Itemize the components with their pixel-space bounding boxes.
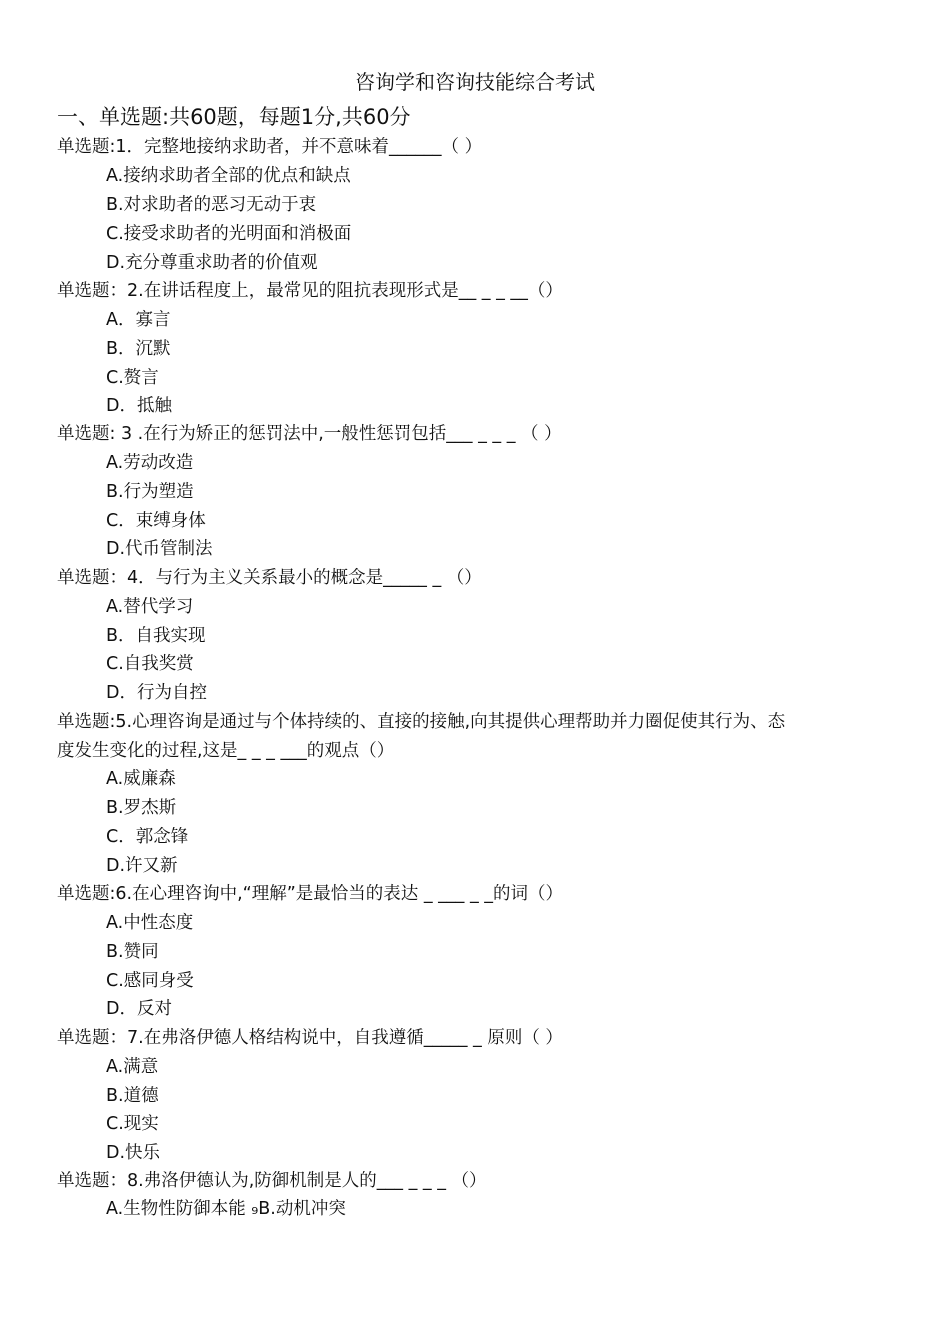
question-4-option-d: D．行为自控: [106, 683, 207, 703]
question-4-option-b: B．自我实现: [106, 626, 206, 646]
question-8-stem: 单选题：8.弗洛伊德认为,防御机制是人的___ _ _ _ （）: [57, 1171, 487, 1191]
section-heading: 一、单选题:共60题，每题1分,共60分: [57, 105, 411, 129]
question-6-option-b: B.赞同: [106, 942, 159, 962]
question-7-option-b: B.道德: [106, 1086, 159, 1106]
question-5-option-c: C．郭念锋: [106, 827, 189, 847]
question-6-option-c: C.感同身受: [106, 971, 194, 991]
question-5-option-a: A.威廉森: [106, 769, 176, 789]
question-7-option-c: C.现实: [106, 1114, 159, 1134]
question-7-option-d: D.快乐: [106, 1143, 161, 1163]
question-1-option-b: B.对求助者的恶习无动于衷: [106, 195, 317, 215]
question-6-option-a: A.中性态度: [106, 913, 194, 933]
question-7-stem: 单选题：7.在弗洛伊德人格结构说中，自我遵循_____ _ 原则（ ）: [57, 1028, 563, 1048]
question-5-option-b: B.罗杰斯: [106, 798, 177, 818]
question-5-option-d: D.许又新: [106, 856, 178, 876]
question-2-option-a: A．寡言: [106, 310, 171, 330]
question-4-option-c: C.自我奖赏: [106, 654, 194, 674]
question-1-option-d: D.充分尊重求助者的价值观: [106, 253, 318, 273]
question-1-option-a: A.接纳求助者全部的优点和缺点: [106, 166, 351, 186]
question-7-option-a: A.满意: [106, 1057, 159, 1077]
question-1-stem: 单选题:1．完整地接纳求助者，并不意味着______（ ）: [57, 137, 483, 157]
question-6-stem: 单选题:6.在心理咨询中,“理解”是最恰当的表达 _ ___ _ _的词（）: [57, 884, 564, 904]
exam-title: 咨询学和咨询技能综合考试: [355, 70, 595, 94]
question-3-option-a: A.劳动改造: [106, 453, 194, 473]
question-3-option-d: D.代币管制法: [106, 539, 213, 559]
question-2-option-c: C.赘言: [106, 368, 159, 388]
question-6-option-d: D．反对: [106, 999, 172, 1019]
question-3-stem: 单选题: 3 .在行为矫正的惩罚法中,一般性惩罚包括___ _ _ _ （ ）: [57, 424, 562, 444]
question-8-option-a-b: A.生物性防御本能 ₉B.动机冲突: [106, 1199, 346, 1219]
question-4-stem: 单选题：4．与行为主义关系最小的概念是_____ _ （）: [57, 568, 482, 588]
question-1-option-c: C.接受求助者的光明面和消极面: [106, 224, 352, 244]
question-2-option-d: D．抵触: [106, 396, 172, 416]
question-3-option-b: B.行为塑造: [106, 482, 194, 502]
question-4-option-a: A.替代学习: [106, 597, 194, 617]
question-2-option-b: B．沉默: [106, 339, 171, 359]
question-5-stem-line-2: 度发生变化的过程,这是_ _ _ ___的观点（）: [57, 741, 395, 761]
question-3-option-c: C．束缚身体: [106, 511, 206, 531]
question-2-stem: 单选题：2.在讲话程度上，最常见的阻抗表现形式是__ _ _ __（）: [57, 281, 563, 301]
question-5-stem-line-1: 单选题:5.心理咨询是通过与个体持续的、直接的接触,向其提供心理帮助并力圈促使其行为、态: [57, 712, 786, 732]
